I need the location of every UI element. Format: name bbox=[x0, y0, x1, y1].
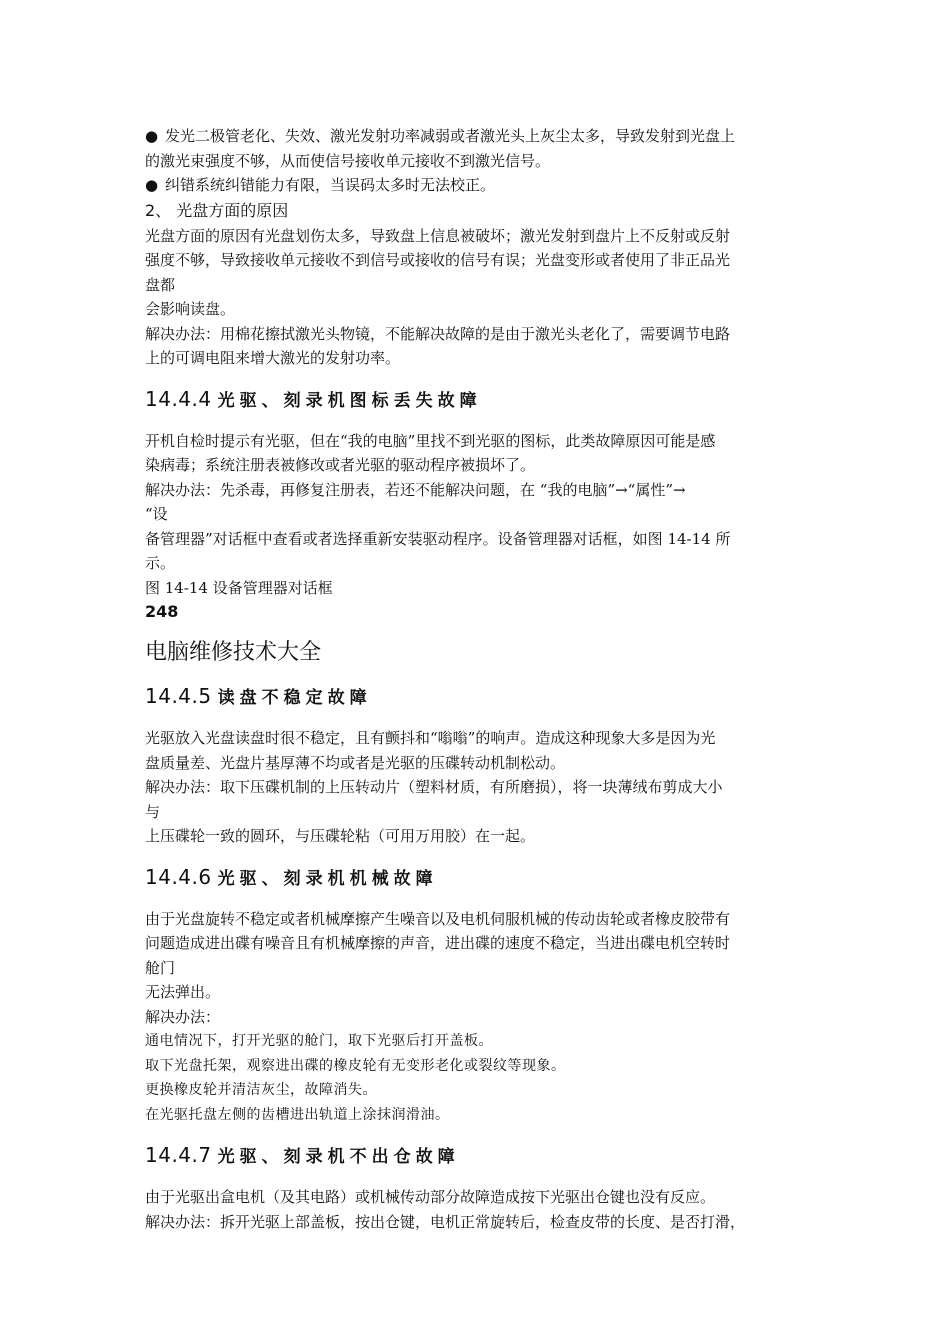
bullet-item bbox=[145, 173, 815, 198]
solution-line: 解决办法： bbox=[145, 1007, 221, 1026]
page-number: 248 bbox=[145, 602, 179, 621]
bullet-icon: ● bbox=[145, 127, 159, 145]
solution-line: 解决办法：先杀毒，再修复注册表，若还不能解决问题，在 “我的电脑”→“属性”→ bbox=[145, 480, 686, 499]
document-page bbox=[145, 124, 815, 1234]
solution-line: 解决办法：拆开光驱上部盖板，按出仓键，电机正常旋转后，检查皮带的长度、是否打滑， bbox=[145, 1212, 746, 1231]
section-title: 光驱、刻录机不出仓故障 bbox=[217, 1147, 460, 1167]
paragraph-line: 会影响读盘。 bbox=[145, 300, 236, 318]
solution-line: 解决办法：用棉花擦拭激光头物镜，不能解决故障的是由于激光头老化了，需要调节电路 bbox=[145, 324, 731, 343]
paragraph-line: 光盘方面的原因有光盘划伤太多，导致盘上信息被破坏；激光发射到盘片上不反射或反射 bbox=[145, 226, 731, 245]
paragraph-line: 无法弹出。 bbox=[145, 983, 221, 1001]
solution-line: “设 bbox=[145, 505, 168, 523]
paragraph-line: 问题造成进出碟有噪音且有机械摩擦的声音，进出碟的速度不稳定，当进出碟电机空转时 bbox=[145, 934, 731, 952]
solution-line: 上的可调电阻来增大激光的发射功率。 bbox=[145, 349, 401, 367]
paragraph-line: 盘质量差、光盘片基厚薄不均或者是光驱的压碟转动机制松动。 bbox=[145, 753, 566, 772]
section-title: 光驱、刻录机图标丢失故障 bbox=[217, 390, 482, 411]
figure-caption: 图 14-14 设备管理器对话框 bbox=[145, 578, 333, 597]
bullet-continuation: 的激光束强度不够，从而使信号接收单元接收不到激光信号。 bbox=[145, 151, 551, 170]
book-title: 电脑维修技术大全 bbox=[145, 640, 322, 665]
step-item: 更换橡皮轮并清洁灰尘，故障消失。 bbox=[145, 1082, 377, 1098]
paragraph-line: 光驱放入光盘读盘时很不稳定，且有颤抖和“嗡嗡”的响声。造成这种现象大多是因为光 bbox=[145, 729, 716, 747]
paragraph-line: 由于光驱出盒电机（及其电路）或机械传动部分故障造成按下光驱出仓键也没有反应。 bbox=[145, 1188, 716, 1206]
paragraph-line: 强度不够，导致接收单元接收不到信号或接收的信号有误；光盘变形或者使用了非正品光 bbox=[145, 251, 731, 269]
solution-line: 备管理器”对话框中查看或者选择重新安装驱动程序。设备管理器对话框，如图 14-14 所 bbox=[145, 529, 731, 548]
section-number: 14.4.5 bbox=[145, 684, 212, 708]
step-item: 在光驱托盘左侧的齿槽进出轨道上涂抹润滑油。 bbox=[145, 1106, 450, 1123]
solution-line: 上压碟轮一致的圆环，与压碟轮粘（可用万用胶）在一起。 bbox=[145, 827, 536, 845]
section-heading-1445 bbox=[145, 682, 815, 712]
section-number: 14.4.7 bbox=[145, 1143, 212, 1167]
bullet-text: 发光二极管老化、失效、激光发射功率减弱或者激光头上灰尘太多，导致发射到光盘上 bbox=[165, 127, 736, 145]
bullet-text: 纠错系统纠错能力有限，当误码太多时无法校正。 bbox=[165, 176, 496, 194]
section-title: 读盘不稳定故障 bbox=[217, 688, 372, 708]
paragraph-line: 盘都 bbox=[145, 275, 176, 294]
section-title: 光驱、刻录机机械故障 bbox=[217, 868, 438, 889]
bullet-item bbox=[145, 124, 815, 149]
section-heading-1446 bbox=[145, 863, 815, 893]
section-number: 14.4.6 bbox=[145, 864, 212, 889]
sub-heading: 2、 光盘方面的原因 bbox=[145, 200, 289, 220]
paragraph-line: 由于光盘旋转不稳定或者机械摩擦产生噪音以及电机伺服机械的传动齿轮或者橡皮胶带有 bbox=[145, 909, 731, 928]
section-number: 14.4.4 bbox=[145, 386, 212, 411]
bullet-icon: ● bbox=[145, 176, 159, 194]
solution-line: 示。 bbox=[145, 554, 176, 572]
paragraph-line: 染病毒；系统注册表被修改或者光驱的驱动程序被损坏了。 bbox=[145, 456, 536, 474]
step-item: 取下光盘托架，观察进出碟的橡皮轮有无变形老化或裂纹等现象。 bbox=[145, 1057, 566, 1074]
solution-line: 解决办法：取下压碟机制的上压转动片（塑料材质，有所磨损），将一块薄绒布剪成大小 bbox=[145, 778, 723, 796]
solution-line: 与 bbox=[145, 802, 161, 821]
step-item: 通电情况下，打开光驱的舱门，取下光驱后打开盖板。 bbox=[145, 1033, 493, 1049]
paragraph-line: 开机自检时提示有光驱，但在“我的电脑”里找不到光驱的图标，此类故障原因可能是感 bbox=[145, 431, 716, 450]
section-heading-1447 bbox=[145, 1141, 815, 1171]
paragraph-line: 舱门 bbox=[145, 958, 176, 977]
section-heading-1444 bbox=[145, 385, 815, 415]
